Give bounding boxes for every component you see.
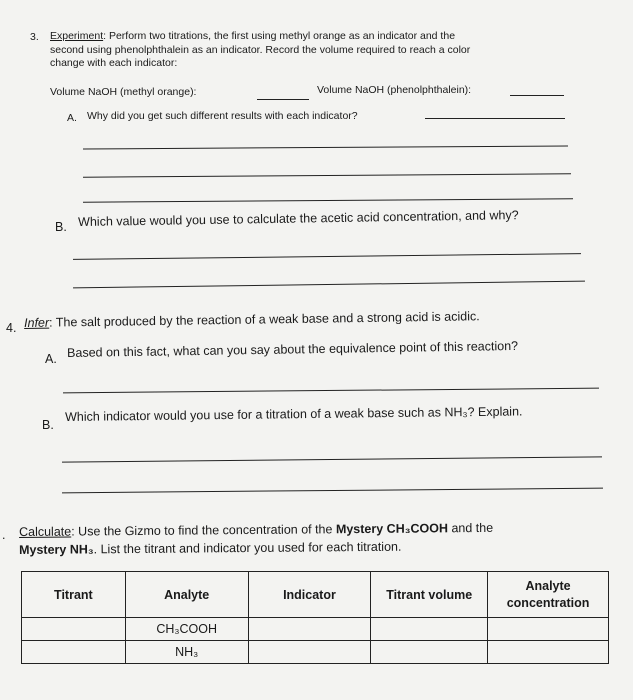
cell-indicator[interactable] [248,618,371,641]
volume-phenol-label: Volume NaOH (phenolphthalein): [317,84,472,96]
cell-titrant[interactable] [22,618,126,641]
table-header-row [22,572,609,618]
q4a-answer-line[interactable] [63,388,599,394]
q4b-letter: B. [42,418,54,432]
cell-analyte-concentration[interactable] [488,641,609,664]
q5-mystery2: Mystery NH₃ [19,542,94,557]
q5-mystery1: Mystery CH₃COOH [335,521,449,537]
q4-title: Infer [24,315,50,330]
q3b-question: Which value would you use to calculate the acetic acid concentration, and why? [78,208,519,229]
q5-title: Calculate [19,524,72,539]
q4b-question: Which indicator would you use for a titration of a weak base such as NH₃? Explain. [65,404,523,424]
q3-intro-line1 [50,30,455,42]
q4-text: : The salt produced by the reaction of a weak base and a strong acid is acidic. [49,309,480,330]
q4a-question: Based on this fact, what can you say about the equivalence point of this reaction? [67,338,519,360]
cell-titrant-volume[interactable] [371,641,488,664]
q5-text-part3: . List the titrant and indicator you used for each titration. [93,539,402,557]
cell-analyte: NH₃ [125,641,248,664]
cell-analyte-concentration[interactable] [488,618,609,641]
table-row [22,618,609,641]
cell-titrant-volume[interactable] [371,618,488,641]
q5-text-part2: and the [447,520,494,536]
q3a-answer-line-1[interactable] [83,146,568,150]
q3-intro-line2: second using phenolphthalein as an indicator. Record the volume required to reach a color [50,44,471,56]
q3b-letter: B. [55,220,67,234]
header-titrant: Titrant [22,572,126,618]
q5-line2 [19,540,401,557]
q3-intro-text: : Perform two titrations, the first using methyl orange as an indicator and the [103,30,456,42]
header-analyte-concentration: Analyte concentration [488,572,609,618]
header-analyte: Analyte [125,572,248,618]
volume-methyl-label: Volume NaOH (methyl orange): [50,86,197,98]
cell-analyte: CH₃COOH [125,618,248,641]
header-indicator: Indicator [248,572,371,618]
q3-number: 3. [30,31,39,43]
q4-statement [24,309,480,330]
q3a-letter: A. [67,112,77,124]
q3a-answer-line-3[interactable] [83,198,573,202]
q5-line1 [19,521,493,539]
q4a-letter: A. [45,352,57,366]
q4b-answer-line-2[interactable] [62,488,603,494]
volume-methyl-answer-line[interactable] [257,99,309,100]
q4b-answer-line-1[interactable] [62,456,602,462]
volume-phenol-answer-line[interactable] [510,95,564,96]
q3b-answer-line-2[interactable] [73,281,585,289]
q3a-question: Why did you get such different results with each indicator? [87,110,358,122]
q5-text-part1: : Use the Gizmo to find the concentration of the [71,522,336,539]
cell-titrant[interactable] [22,641,126,664]
q5-number: . [2,528,6,542]
q3-title: Experiment [50,30,104,42]
q3a-answer-line-2[interactable] [83,173,571,177]
q3a-answer-line-0[interactable] [425,118,565,119]
header-titrant-volume: Titrant volume [371,572,488,618]
q4-number: 4. [6,321,17,335]
q3-intro-line3: change with each indicator: [50,57,178,69]
results-table [21,571,609,664]
table-row [22,641,609,664]
q3b-answer-line-1[interactable] [73,253,581,260]
cell-indicator[interactable] [248,641,371,664]
